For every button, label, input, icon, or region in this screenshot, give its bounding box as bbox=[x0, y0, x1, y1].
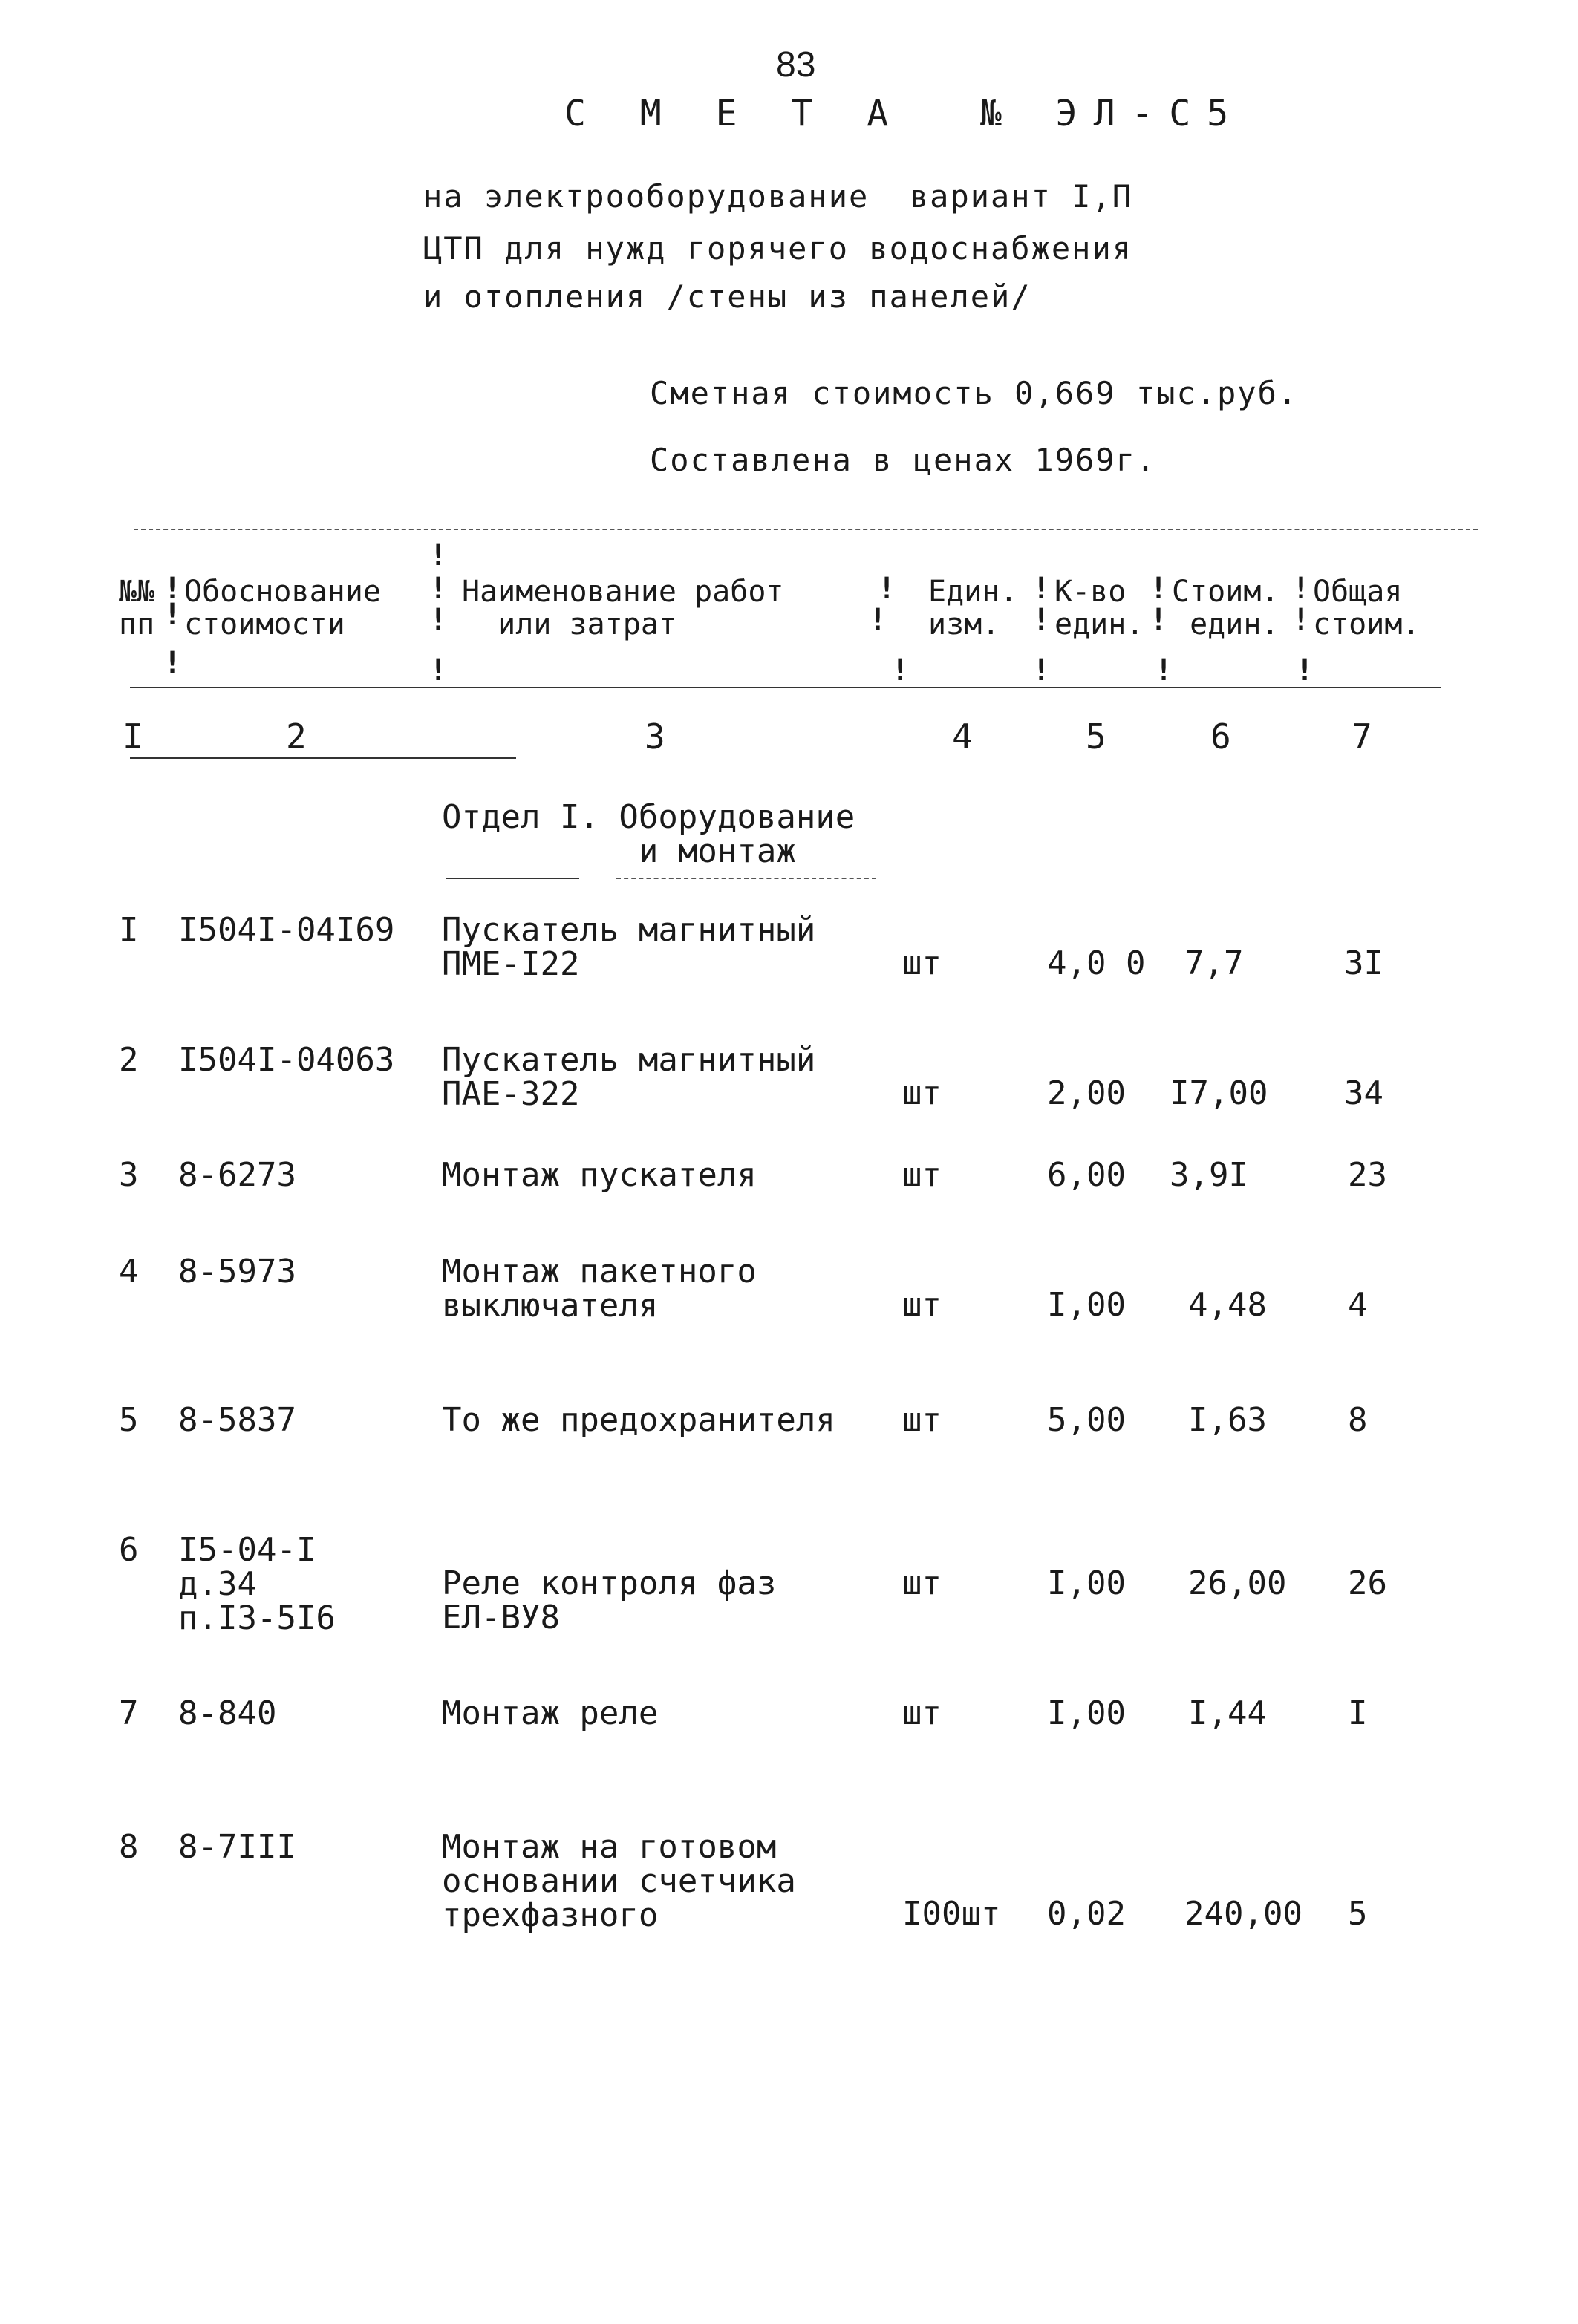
row-unit: шт bbox=[902, 1401, 942, 1439]
row-price: 26,00 bbox=[1188, 1564, 1287, 1602]
row-total: 8 bbox=[1348, 1401, 1368, 1439]
subtitle-line-1: на электрооборудование вариант I,П bbox=[423, 178, 1133, 215]
row-price: I,63 bbox=[1188, 1401, 1267, 1439]
row-total: 23 bbox=[1348, 1156, 1387, 1194]
row-basis: 8-5973 bbox=[178, 1253, 296, 1290]
row-basis: 8-5837 bbox=[178, 1401, 296, 1439]
row-unit: шт bbox=[902, 1286, 942, 1324]
row-total: I bbox=[1348, 1694, 1368, 1732]
header-col-5: К-во един. bbox=[1054, 575, 1144, 642]
row-name: Пускатель магнитный ПМЕ-I22 bbox=[442, 911, 816, 983]
col-number-6: 6 bbox=[1210, 717, 1231, 757]
row-qty: I,00 bbox=[1047, 1564, 1126, 1602]
estimated-cost: Сметная стоимость 0,669 тыс.руб. bbox=[650, 375, 1299, 411]
row-basis: 8-840 bbox=[178, 1694, 277, 1732]
row-name: Монтаж реле bbox=[442, 1694, 659, 1732]
row-total: 5 bbox=[1348, 1895, 1368, 1933]
row-unit: шт bbox=[902, 1694, 942, 1732]
row-basis: I5-04-I д.34 п.I3-5I6 bbox=[178, 1531, 336, 1637]
row-total: 3I bbox=[1344, 944, 1383, 982]
row-basis: 8-7III bbox=[178, 1828, 296, 1866]
row-unit: I00шт bbox=[902, 1895, 1001, 1933]
row-name: То же предохранителя bbox=[442, 1401, 835, 1439]
section-title: Отдел I. Оборудование и монтаж bbox=[442, 798, 855, 870]
header-col-1: №№ пп bbox=[119, 575, 155, 642]
row-price: 7,7 bbox=[1184, 944, 1244, 982]
row-unit: шт bbox=[902, 944, 942, 982]
col-number-5: 5 bbox=[1086, 717, 1106, 757]
document-title: С М Е Т А № ЭЛ-С5 bbox=[564, 93, 1245, 134]
row-number: 2 bbox=[119, 1041, 139, 1079]
row-total: 4 bbox=[1348, 1286, 1368, 1324]
col-number-1: I bbox=[123, 717, 143, 757]
row-number: I bbox=[119, 911, 139, 949]
row-unit: шт bbox=[902, 1074, 942, 1112]
row-basis: I504I-04063 bbox=[178, 1041, 395, 1079]
row-price: 240,00 bbox=[1184, 1895, 1302, 1933]
row-unit: шт bbox=[902, 1156, 942, 1194]
row-qty: I,00 bbox=[1047, 1286, 1126, 1324]
header-col-2: Обоснование стоимости bbox=[184, 575, 381, 642]
header-col-7: Общая стоим. bbox=[1313, 575, 1421, 642]
row-name: Монтаж на готовом основании счетчика трехфазного bbox=[442, 1828, 796, 1934]
row-qty: 0,02 bbox=[1047, 1895, 1126, 1933]
subtitle-line-3: и отопления /стены из панелей/ bbox=[423, 278, 1031, 315]
col-number-7: 7 bbox=[1352, 717, 1372, 757]
row-qty: I,00 bbox=[1047, 1694, 1126, 1732]
col-number-3: 3 bbox=[645, 717, 665, 757]
row-number: 5 bbox=[119, 1401, 139, 1439]
row-total: 34 bbox=[1344, 1074, 1383, 1112]
col-number-2: 2 bbox=[286, 717, 307, 757]
col-number-4: 4 bbox=[952, 717, 973, 757]
row-qty: 2,00 bbox=[1047, 1074, 1126, 1112]
header-bottom-rule bbox=[130, 687, 1441, 688]
row-total: 26 bbox=[1348, 1564, 1387, 1602]
page-number: 83 bbox=[776, 45, 816, 85]
row-price: I7,00 bbox=[1170, 1074, 1268, 1112]
row-basis: 8-6273 bbox=[178, 1156, 296, 1194]
row-basis: I504I-04I69 bbox=[178, 911, 395, 949]
header-col-3: Наименование работ или затрат bbox=[462, 575, 784, 642]
price-basis: Составлена в ценах 1969г. bbox=[650, 442, 1157, 478]
row-name: Монтаж пускателя bbox=[442, 1156, 757, 1194]
row-number: 4 bbox=[119, 1253, 139, 1290]
header-top-rule bbox=[134, 529, 1478, 530]
row-number: 3 bbox=[119, 1156, 139, 1194]
row-unit: шт bbox=[902, 1564, 942, 1602]
row-qty: 6,00 bbox=[1047, 1156, 1126, 1194]
row-name: Пускатель магнитный ПАЕ-322 bbox=[442, 1041, 816, 1113]
col-number-underline bbox=[130, 757, 516, 759]
header-col-6: Стоим. един. bbox=[1172, 575, 1279, 642]
row-price: 3,9I bbox=[1170, 1156, 1248, 1194]
row-qty: 4,0 0 bbox=[1047, 944, 1146, 982]
row-price: I,44 bbox=[1188, 1694, 1267, 1732]
row-qty: 5,00 bbox=[1047, 1401, 1126, 1439]
section-underline bbox=[446, 878, 579, 879]
section-underline-dashed bbox=[616, 878, 876, 879]
subtitle-line-2: ЦТП для нужд горячего водоснабжения bbox=[423, 230, 1133, 267]
row-number: 8 bbox=[119, 1828, 139, 1866]
row-price: 4,48 bbox=[1188, 1286, 1267, 1324]
row-number: 7 bbox=[119, 1694, 139, 1732]
row-name: Реле контроля фаз ЕЛ-ВУ8 bbox=[442, 1564, 777, 1636]
row-name: Монтаж пакетного выключателя bbox=[442, 1253, 757, 1325]
header-col-4: Един. изм. bbox=[928, 575, 1018, 642]
row-number: 6 bbox=[119, 1531, 139, 1569]
